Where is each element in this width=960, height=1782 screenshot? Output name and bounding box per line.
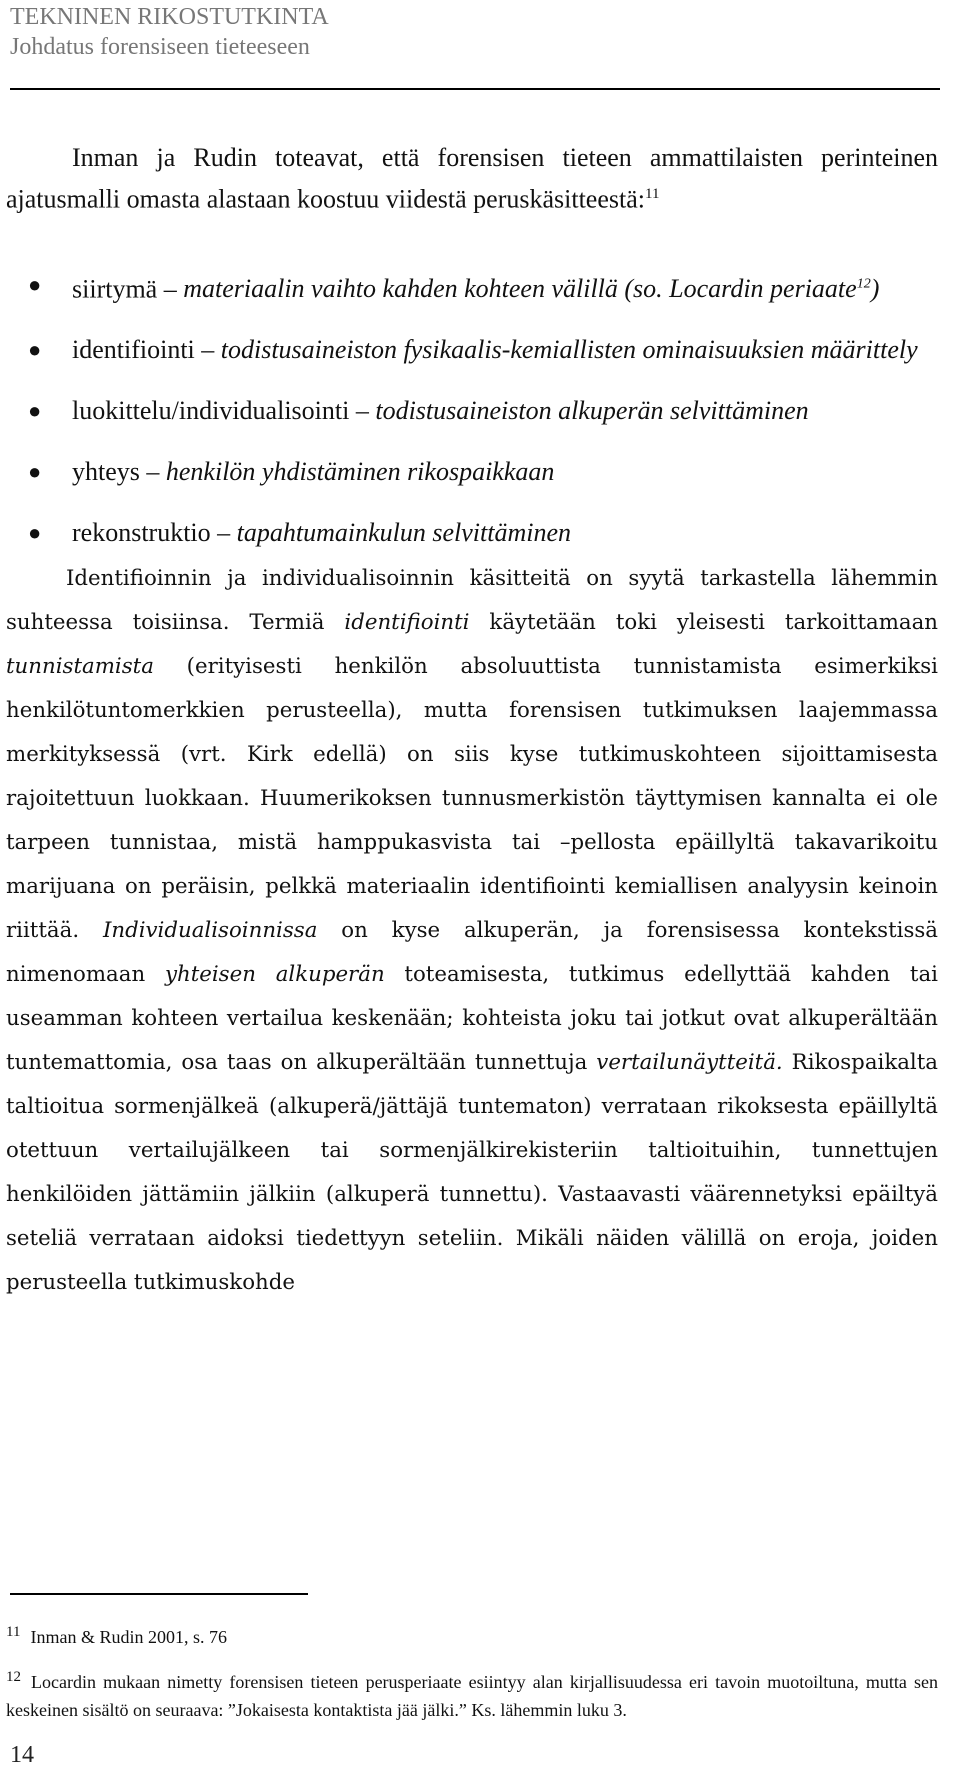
footnote-number: 12 <box>6 1669 21 1685</box>
footnote-ref-12: 12 <box>856 276 871 292</box>
concept-dash: – <box>139 457 166 487</box>
emphasis: tunnistamista <box>6 654 154 680</box>
concept-description: tapahtumainkulun selvittäminen <box>236 518 571 548</box>
footnote <box>6 1618 938 1651</box>
intro-text: Inman ja Rudin toteavat, että forensisen tieteen ammattilaisten perinteinen ajatusmalli omasta alastaan koostuu viidestä peruskäsitteestä: <box>6 143 938 214</box>
concept-term: luokittelu/individualisointi <box>72 396 350 426</box>
header-rule <box>10 88 940 90</box>
footnote-number: 11 <box>6 1624 21 1640</box>
concept-desc-tail: ) <box>870 274 880 304</box>
emphasis: Individualisoinnissa <box>102 918 318 944</box>
concept-dash: – <box>349 396 376 426</box>
footnote-text: Inman & Rudin 2001, s. 76 <box>30 1627 227 1647</box>
concept-term: identifiointi <box>72 335 195 365</box>
concept-desc-text: materiaalin vaihto kahden kohteen välillä (so. Locardin periaate <box>183 274 857 304</box>
body-text-span: käytetään toki yleisesti tarkoittamaan <box>469 610 939 636</box>
body-text-span: toteamisesta, tutkimus edellyttää kahden tai useamman kohteen vertailua keskenään; kohteista joku tai jotkut ovat alkuperältään tuntemattomia, osa taas on alkuperältään tunnettuja <box>6 962 938 1076</box>
emphasis: vertailunäytteitä. <box>596 1050 783 1076</box>
footnote-text: Locardin mukaan nimetty forensisen tieteen perusperiaate esiintyy alan kirjallisuudessa eri tavoin muotoiltuna, mutta sen keskeinen sisältö on seuraava: ”Jokaisesta kontaktista jää jälki.” Ks. lähemmin luku 3. <box>6 1672 938 1720</box>
header-subtitle: Johdatus forensiseen tieteeseen <box>10 34 310 60</box>
body-text-span: Identifioinnin ja individualisoinnin käsitteitä on syytä tarkastella lähemmin suhteessa toisiinsa. Termiä <box>6 566 938 636</box>
running-header <box>10 2 329 62</box>
body-text-span: Rikospaikalta taltioitua sormenjälkeä (alkuperä/jättäjä tuntematon) verrataan rikoksesta epäillyltä otettuun vertailujälkeen tai sormenjälkirekisteriin taltioituihin, tunnettujen henkilöiden jättämiin jälkiin (alkuperä tunnettu). Vastaavasti väärennetyksi epäiltyä seteliä verrataan aidoksi tiedettyyn seteliin. Mikäli näiden välillä on eroja, joiden perusteella tutkimuskohde <box>6 1050 938 1296</box>
concept-term: siirtymä <box>72 274 158 304</box>
bullet-icon: ● <box>28 271 42 297</box>
concept-dash: – <box>194 335 221 365</box>
footnotes <box>6 1618 938 1736</box>
concept-description: todistusaineiston fysikaalis-kemiallisten ominaisuuksien määrittely <box>220 335 918 365</box>
emphasis: yhteisen alkuperän <box>164 962 385 988</box>
intro-paragraph <box>6 140 938 218</box>
concept-term: rekonstruktio <box>72 518 211 548</box>
body-text-span: on kyse alkuperän, ja forensisessa kontekstissä nimenomaan <box>6 918 938 988</box>
page-number: 14 <box>10 1742 34 1768</box>
list-item <box>6 514 938 551</box>
header-title: TEKNINEN RIKOSTUTKINTA <box>10 4 329 30</box>
concept-description: henkilön yhdistäminen rikospaikkaan <box>165 457 555 487</box>
emphasis: identifiointi <box>344 610 470 636</box>
bullet-icon: ● <box>28 337 42 363</box>
list-item <box>6 331 938 368</box>
footnote-ref-11: 11 <box>645 186 660 202</box>
concept-dash: – <box>157 274 184 304</box>
footnote <box>6 1663 938 1724</box>
concept-description: todistusaineiston alkuperän selvittäminen <box>375 396 809 426</box>
bullet-icon: ● <box>28 520 42 546</box>
bullet-icon: ● <box>28 459 42 485</box>
concept-list <box>6 266 938 552</box>
main-text <box>6 140 938 1305</box>
list-item <box>6 453 938 490</box>
body-paragraph <box>6 557 938 1305</box>
list-item <box>6 392 938 429</box>
list-item <box>6 266 938 308</box>
concept-dash: – <box>210 518 237 548</box>
concept-term: yhteys <box>72 457 140 487</box>
bullet-icon: ● <box>28 398 42 424</box>
concept-description <box>183 274 879 303</box>
body-text-span: (erityisesti henkilön absoluuttista tunnistamista esimerkiksi henkilötuntomerkkien perusteella), mutta forensisen tutkimuksen laajemmassa merkityksessä (vrt. Kirk edellä) on siis kyse tutkimuskohteen sijoittamisesta rajoitettuun luokkaan. Huumerikoksen tunnusmerkistön täyttymisen kannalta ei ole tarpeen tunnistaa, mistä hamppukasvista tai –pellosta epäillyltä takavarikoitu marijuana on peräisin, pelkkä materiaalin identifiointi kemiallisen analyysin keinoin riittää. <box>6 654 938 944</box>
footnote-rule <box>10 1593 308 1595</box>
